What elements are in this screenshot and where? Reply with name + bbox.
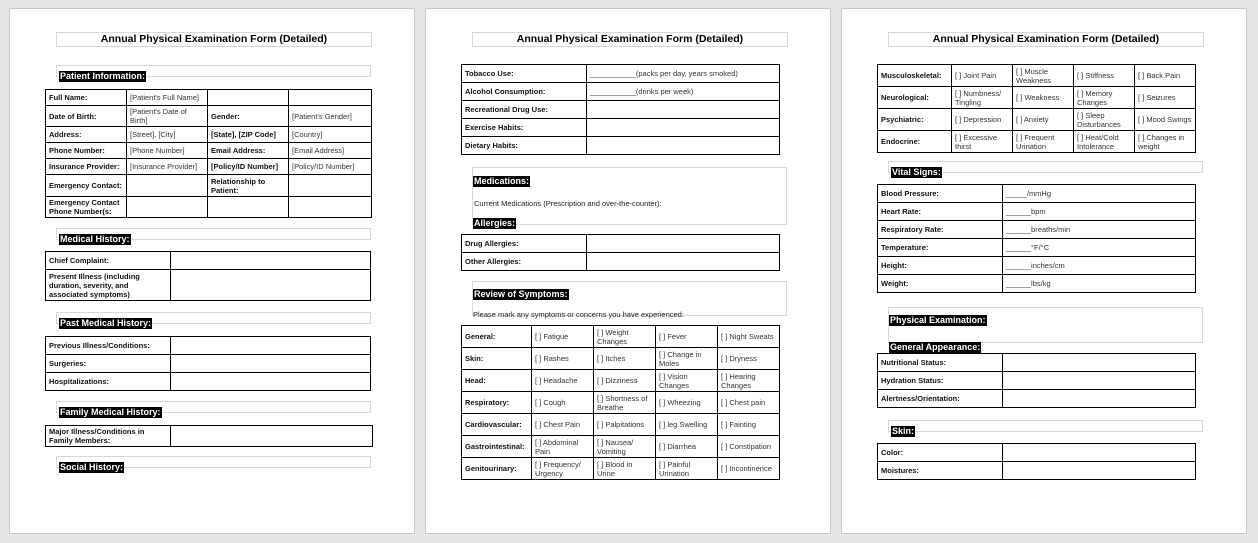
field-label: Height:: [878, 257, 1003, 275]
table-row: [878, 131, 1196, 153]
table-row: [878, 87, 1196, 109]
field-value[interactable]: [1003, 372, 1196, 390]
field-value[interactable]: [171, 355, 371, 373]
field-label: Email Address:: [208, 143, 289, 159]
field-value[interactable]: [1003, 390, 1196, 408]
table-row: [462, 348, 780, 370]
field-value[interactable]: [ ] Vision Changes: [656, 370, 718, 392]
field-label: Full Name:: [46, 90, 127, 106]
field-value[interactable]: [ ] Frequent Urination: [1013, 131, 1074, 153]
field-value[interactable]: [ ] Diarrhea: [656, 436, 718, 458]
field-label: Alcohol Consumption:: [462, 83, 587, 101]
field-label: Color:: [878, 444, 1003, 462]
vital-signs-table: [877, 184, 1196, 293]
field-value[interactable]: [Street], [City]: [127, 127, 208, 143]
social-history-heading: Social History:: [56, 456, 371, 468]
field-value[interactable]: [ ] Shortness of Breathe: [594, 392, 656, 414]
field-value[interactable]: [171, 373, 371, 391]
field-value[interactable]: [289, 175, 372, 197]
field-value[interactable]: [ ] Weakness: [1013, 87, 1074, 109]
field-value[interactable]: [ ] Incontinence: [718, 458, 780, 480]
field-value[interactable]: ______inches/cm: [1003, 257, 1196, 275]
table-row: [878, 203, 1196, 221]
table-row: [878, 65, 1196, 87]
field-value[interactable]: [ ] Chest pain: [718, 392, 780, 414]
field-label: Present Illness (including duration, severity, and associated symptoms): [46, 270, 171, 301]
field-value[interactable]: [ ] Back Pain: [1135, 65, 1196, 87]
table-row: [462, 392, 780, 414]
table-row: [462, 414, 780, 436]
field-value[interactable]: [ ] Hearing Changes: [718, 370, 780, 392]
field-label: Drug Allergies:: [462, 235, 587, 253]
family-history-heading: Family Medical History:: [56, 401, 371, 413]
field-label: Neurological:: [878, 87, 952, 109]
field-value[interactable]: [ ] Chest Pain: [532, 414, 594, 436]
field-value[interactable]: [ ] Excessive thirst: [952, 131, 1013, 153]
table-row: [462, 137, 780, 155]
field-label: Endocrine:: [878, 131, 952, 153]
table-row: [878, 185, 1196, 203]
physical-exam-table: [877, 353, 1196, 408]
medical-history-table: [45, 251, 371, 301]
review-note: Please mark any symptoms or concerns you have experienced:: [473, 310, 684, 319]
field-label: Dietary Habits:: [462, 137, 587, 155]
field-value[interactable]: [587, 235, 780, 253]
field-label: Relationship to Patient:: [208, 175, 289, 197]
field-label: Alertness/Orientation:: [878, 390, 1003, 408]
field-label: Emergency Contact Phone Number(s:: [46, 197, 127, 218]
table-row: [46, 355, 371, 373]
table-row: [46, 252, 371, 270]
field-label: Temperature:: [878, 239, 1003, 257]
table-row: [462, 458, 780, 480]
field-label: Surgeries:: [46, 355, 171, 373]
field-value[interactable]: [1003, 354, 1196, 372]
field-value[interactable]: [Country]: [289, 127, 372, 143]
field-value[interactable]: [1003, 444, 1196, 462]
physical-exam-heading: Physical Examination:: [890, 315, 986, 325]
field-value[interactable]: [ ] Muscle Weakness: [1013, 65, 1074, 87]
allergies-table: [461, 234, 780, 271]
past-medical-history-table: [45, 336, 371, 391]
field-value[interactable]: [ ] Anxiety: [1013, 109, 1074, 131]
systems-review-table: [877, 64, 1196, 153]
field-label: Gender:: [208, 106, 289, 127]
field-value[interactable]: [ ] Fever: [656, 326, 718, 348]
field-label: Hospitalizations:: [46, 373, 171, 391]
field-value[interactable]: [289, 90, 372, 106]
field-value[interactable]: [ ] Change in Moles: [656, 348, 718, 370]
review-of-symptoms-section: [472, 281, 787, 319]
family-history-table: [45, 425, 373, 447]
field-value[interactable]: [587, 101, 780, 119]
table-row: [46, 373, 371, 391]
field-value[interactable]: ______breaths/min: [1003, 221, 1196, 239]
table-row: [462, 83, 780, 101]
table-row: [878, 221, 1196, 239]
table-row: [462, 326, 780, 348]
field-value[interactable]: [Patient's Full Name]: [127, 90, 208, 106]
field-label: Insurance Provider:: [46, 159, 127, 175]
vital-signs-heading: Vital Signs:: [888, 161, 1203, 173]
field-value[interactable]: [ ] Abdominal Pain: [532, 436, 594, 458]
field-value[interactable]: [1003, 462, 1196, 480]
field-label: Nutritional Status:: [878, 354, 1003, 372]
field-label: Phone Number:: [46, 143, 127, 159]
table-row: [46, 426, 373, 447]
field-label: Respiratory:: [462, 392, 532, 414]
field-value[interactable]: [Phone Number]: [127, 143, 208, 159]
patient-info-heading: Patient Information:: [56, 65, 371, 77]
field-value[interactable]: [171, 426, 373, 447]
field-label: Respiratory Rate:: [878, 221, 1003, 239]
field-value[interactable]: [ ] Seizures: [1135, 87, 1196, 109]
field-value[interactable]: [ ] Weight Changes: [594, 326, 656, 348]
table-row: [462, 253, 780, 271]
table-row: [878, 109, 1196, 131]
table-row: [46, 197, 372, 218]
field-label: Emergency Contact:: [46, 175, 127, 197]
field-value[interactable]: [171, 337, 371, 355]
table-row: [46, 175, 372, 197]
field-value[interactable]: [587, 137, 780, 155]
skin-heading: Skin:: [888, 420, 1203, 432]
field-value[interactable]: [Email Address]: [289, 143, 372, 159]
field-label: Blood Pressure:: [878, 185, 1003, 203]
field-label: Weight:: [878, 275, 1003, 293]
medical-history-heading: Medical History:: [56, 228, 371, 240]
field-value[interactable]: [ ] Painful Urination: [656, 458, 718, 480]
page-2: [425, 8, 831, 534]
field-value[interactable]: [ ] Rashes: [532, 348, 594, 370]
field-value[interactable]: ___________(packs per day, years smoked): [587, 65, 780, 83]
field-value[interactable]: ______lbs/kg: [1003, 275, 1196, 293]
field-value[interactable]: [ ] Dryness: [718, 348, 780, 370]
field-value[interactable]: ______bpm: [1003, 203, 1196, 221]
table-row: [878, 275, 1196, 293]
field-label: Psychiatric:: [878, 109, 952, 131]
field-value[interactable]: [ ] Stiffness: [1074, 65, 1135, 87]
field-value[interactable]: [ ] Sleep Disturbances: [1074, 109, 1135, 131]
field-value[interactable]: [ ] Itches: [594, 348, 656, 370]
review-heading: Review of Symptoms:: [474, 289, 568, 299]
field-value[interactable]: [ ] Heat/Cold Intolerance: [1074, 131, 1135, 153]
field-label: [Policy/ID Number]: [208, 159, 289, 175]
table-row: [878, 354, 1196, 372]
field-value[interactable]: [289, 197, 372, 218]
field-value[interactable]: [ ] Nausea/ Vomiting: [594, 436, 656, 458]
field-label: General:: [462, 326, 532, 348]
past-medical-history-heading: Past Medical History:: [56, 312, 371, 324]
field-value[interactable]: [ ] Mood Swings: [1135, 109, 1196, 131]
form-title: Annual Physical Examination Form (Detailed): [56, 32, 372, 47]
field-label: Recreational Drug Use:: [462, 101, 587, 119]
field-label: Chief Complaint:: [46, 252, 171, 270]
field-label: Exercise Habits:: [462, 119, 587, 137]
medications-note: Current Medications (Prescription and over-the-counter):: [474, 199, 662, 208]
social-history-table: [461, 64, 780, 155]
field-label: Skin:: [462, 348, 532, 370]
field-value[interactable]: [ ] Palpitations: [594, 414, 656, 436]
table-row: [46, 127, 372, 143]
table-row: [878, 257, 1196, 275]
field-label: Major Illness/Conditions in Family Members:: [46, 426, 171, 447]
field-label: Moistures:: [878, 462, 1003, 480]
field-value[interactable]: [ ] Night Sweats: [718, 326, 780, 348]
field-value[interactable]: [ ] Frequency/ Urgency: [532, 458, 594, 480]
field-value[interactable]: [ ] leg Swelling: [656, 414, 718, 436]
field-value[interactable]: [171, 270, 371, 301]
field-label: Tobacco Use:: [462, 65, 587, 83]
page-1: [9, 8, 415, 534]
field-label: Hydration Status:: [878, 372, 1003, 390]
general-appearance-heading: General Appearance:: [890, 342, 981, 352]
table-row: [46, 143, 372, 159]
field-value[interactable]: [ ] Fatigue: [532, 326, 594, 348]
field-value[interactable]: [ ] Fainting: [718, 414, 780, 436]
table-row: [878, 239, 1196, 257]
field-value[interactable]: [171, 252, 371, 270]
field-value[interactable]: [ ] Headache: [532, 370, 594, 392]
table-row: [462, 370, 780, 392]
table-row: [878, 462, 1196, 480]
field-value[interactable]: [Policy/ID Number]: [289, 159, 372, 175]
field-label: Address:: [46, 127, 127, 143]
field-value[interactable]: _____/mmHg: [1003, 185, 1196, 203]
field-label: Date of Birth:: [46, 106, 127, 127]
page-3: [841, 8, 1247, 534]
field-label: Genitourinary:: [462, 458, 532, 480]
form-title: Annual Physical Examination Form (Detailed): [888, 32, 1204, 47]
field-label: Heart Rate:: [878, 203, 1003, 221]
table-row: [46, 337, 371, 355]
field-value[interactable]: [587, 253, 780, 271]
medications-heading: Medications:: [474, 176, 530, 186]
field-label: [208, 90, 289, 106]
table-row: [46, 159, 372, 175]
table-row: [462, 436, 780, 458]
field-value[interactable]: ______°F/°C: [1003, 239, 1196, 257]
patient-info-table: [45, 89, 372, 218]
field-value[interactable]: [127, 197, 208, 218]
field-label: Gastrointestinal:: [462, 436, 532, 458]
field-value[interactable]: [587, 119, 780, 137]
field-label: [State], [ZIP Code]: [208, 127, 289, 143]
field-value[interactable]: ___________(drinks per week): [587, 83, 780, 101]
field-value[interactable]: [ ] Changes in weight: [1135, 131, 1196, 153]
table-row: [462, 235, 780, 253]
field-value[interactable]: [ ] Cough: [532, 392, 594, 414]
table-row: [878, 372, 1196, 390]
field-label: [208, 197, 289, 218]
field-value[interactable]: [ ] Dizziness: [594, 370, 656, 392]
field-value[interactable]: [ ] Wheezing: [656, 392, 718, 414]
physical-exam-section: [888, 307, 1203, 352]
field-label: Musculoskeletal:: [878, 65, 952, 87]
table-row: [462, 119, 780, 137]
field-label: Head:: [462, 370, 532, 392]
review-of-symptoms-table: [461, 325, 780, 480]
field-value[interactable]: [ ] Joint Pain: [952, 65, 1013, 87]
form-title: Annual Physical Examination Form (Detailed): [472, 32, 788, 47]
field-label: Cardiovascular:: [462, 414, 532, 436]
field-value[interactable]: [Insurance Provider]: [127, 159, 208, 175]
table-row: [46, 106, 372, 127]
table-row: [46, 270, 371, 301]
field-value[interactable]: [ ] Blood in Urine: [594, 458, 656, 480]
table-row: [878, 390, 1196, 408]
field-value[interactable]: [ ] Constipation: [718, 436, 780, 458]
field-value[interactable]: [ ] Depression: [952, 109, 1013, 131]
allergies-heading: Allergies:: [474, 218, 516, 228]
medications-section: [472, 167, 787, 228]
table-row: [46, 90, 372, 106]
field-label: Previous Illness/Conditions:: [46, 337, 171, 355]
field-value[interactable]: [ ] Memory Changes: [1074, 87, 1135, 109]
skin-table: [877, 443, 1196, 480]
field-label: Other Allergies:: [462, 253, 587, 271]
table-row: [462, 65, 780, 83]
field-value[interactable]: [ ] Numbness/ Tingling: [952, 87, 1013, 109]
field-value[interactable]: [127, 175, 208, 197]
field-value[interactable]: [Patient's Gender]: [289, 106, 372, 127]
table-row: [462, 101, 780, 119]
field-value[interactable]: [Patient's Date of Birth]: [127, 106, 208, 127]
table-row: [878, 444, 1196, 462]
